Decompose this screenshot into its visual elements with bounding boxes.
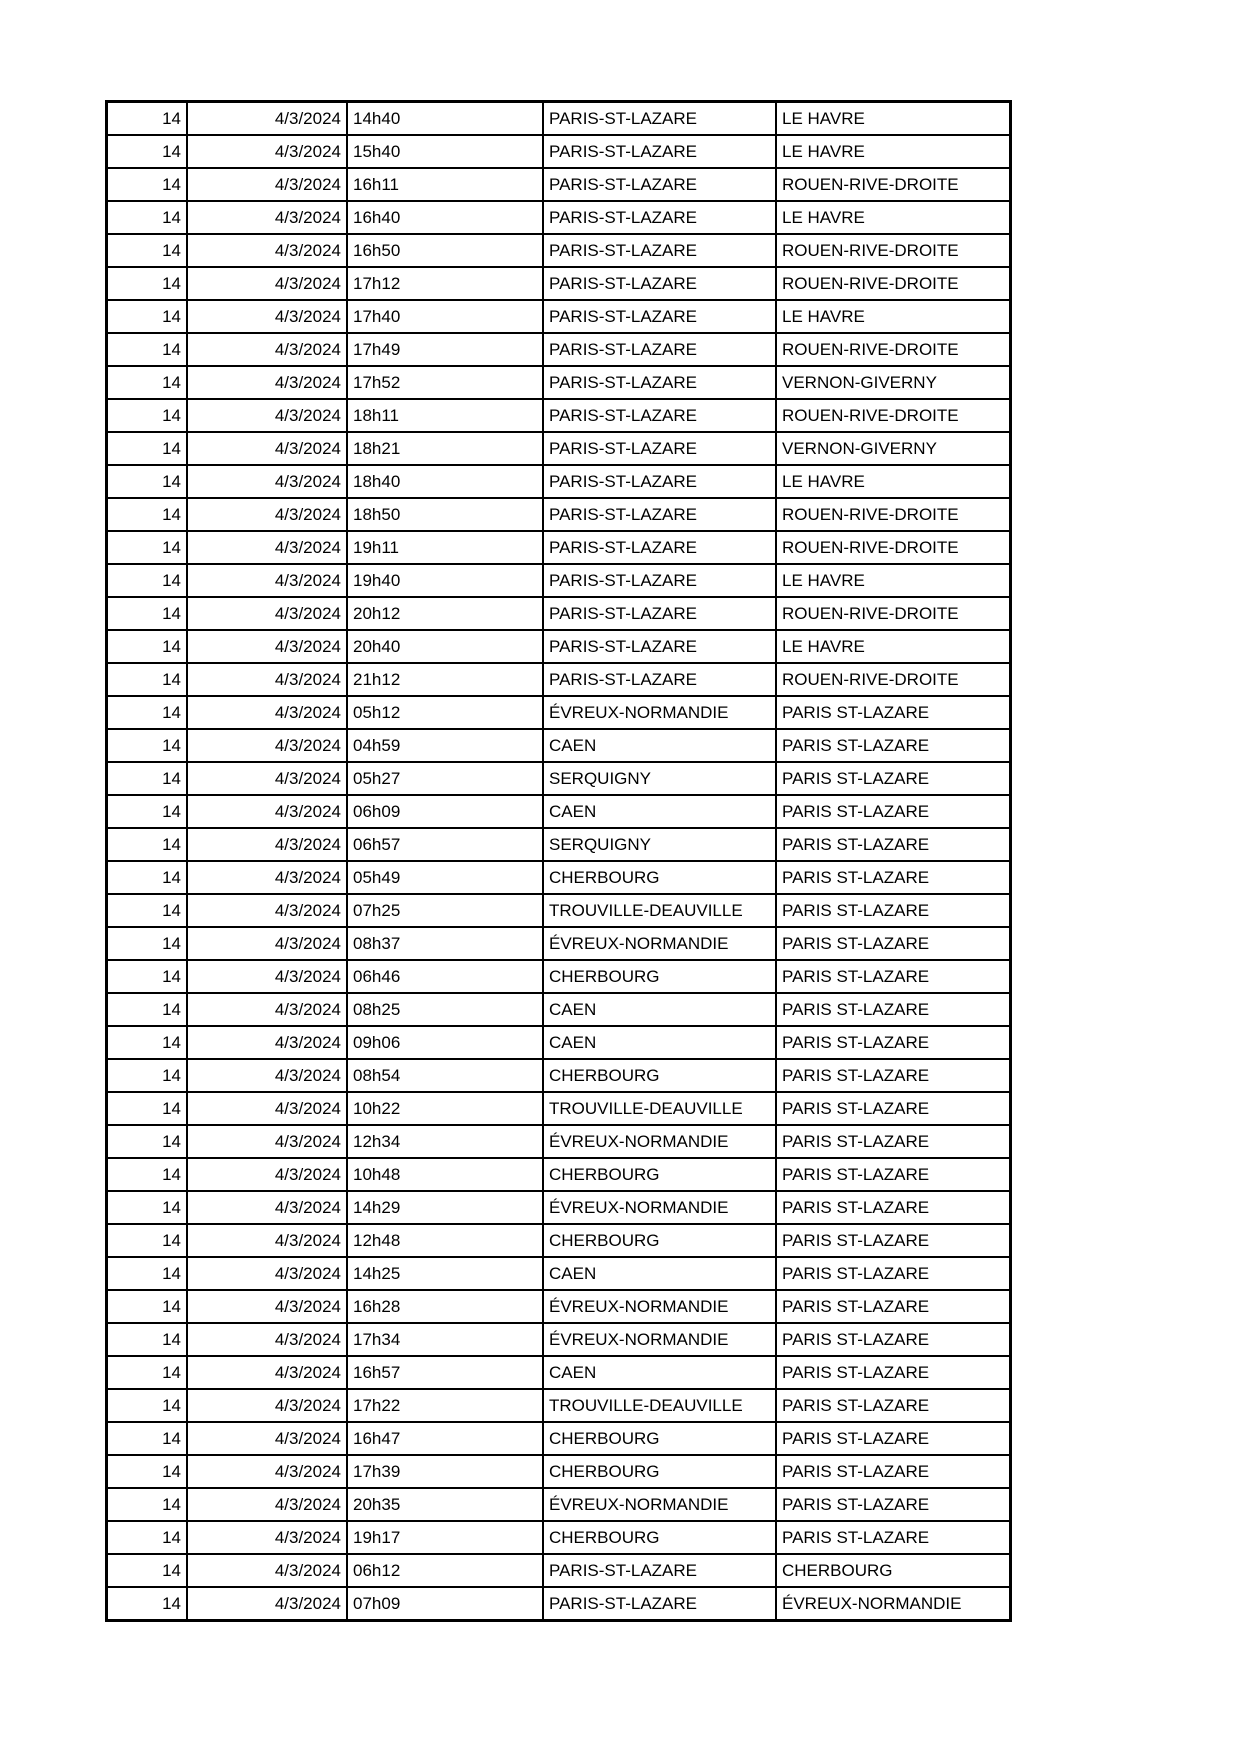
cell-line-number: 14 bbox=[107, 1092, 188, 1125]
cell-destination-station: PARIS ST-LAZARE bbox=[776, 894, 1011, 927]
cell-origin-station: PARIS-ST-LAZARE bbox=[543, 135, 776, 168]
table-row bbox=[107, 1059, 1011, 1092]
cell-date: 4/3/2024 bbox=[187, 1389, 347, 1422]
cell-date: 4/3/2024 bbox=[187, 1026, 347, 1059]
table-row bbox=[107, 729, 1011, 762]
cell-origin-station: PARIS-ST-LAZARE bbox=[543, 564, 776, 597]
cell-date: 4/3/2024 bbox=[187, 1092, 347, 1125]
cell-destination-station: PARIS ST-LAZARE bbox=[776, 762, 1011, 795]
cell-origin-station: PARIS-ST-LAZARE bbox=[543, 300, 776, 333]
cell-origin-station: PARIS-ST-LAZARE bbox=[543, 498, 776, 531]
cell-destination-station: ROUEN-RIVE-DROITE bbox=[776, 663, 1011, 696]
cell-origin-station: ÉVREUX-NORMANDIE bbox=[543, 927, 776, 960]
table-row bbox=[107, 1191, 1011, 1224]
cell-departure-time: 21h12 bbox=[347, 663, 543, 696]
cell-line-number: 14 bbox=[107, 894, 188, 927]
cell-date: 4/3/2024 bbox=[187, 564, 347, 597]
cell-line-number: 14 bbox=[107, 1356, 188, 1389]
cell-destination-station: PARIS ST-LAZARE bbox=[776, 1323, 1011, 1356]
cell-date: 4/3/2024 bbox=[187, 1224, 347, 1257]
table-row bbox=[107, 1026, 1011, 1059]
cell-departure-time: 17h34 bbox=[347, 1323, 543, 1356]
cell-date: 4/3/2024 bbox=[187, 201, 347, 234]
cell-line-number: 14 bbox=[107, 1323, 188, 1356]
cell-departure-time: 18h11 bbox=[347, 399, 543, 432]
cell-origin-station: PARIS-ST-LAZARE bbox=[543, 168, 776, 201]
train-schedule-table bbox=[105, 100, 1012, 1622]
cell-origin-station: CAEN bbox=[543, 729, 776, 762]
cell-departure-time: 16h50 bbox=[347, 234, 543, 267]
cell-destination-station: PARIS ST-LAZARE bbox=[776, 1059, 1011, 1092]
table-row bbox=[107, 1455, 1011, 1488]
cell-departure-time: 07h25 bbox=[347, 894, 543, 927]
table-row bbox=[107, 564, 1011, 597]
cell-origin-station: PARIS-ST-LAZARE bbox=[543, 201, 776, 234]
table-row bbox=[107, 993, 1011, 1026]
cell-departure-time: 18h40 bbox=[347, 465, 543, 498]
cell-departure-time: 12h34 bbox=[347, 1125, 543, 1158]
cell-date: 4/3/2024 bbox=[187, 465, 347, 498]
cell-origin-station: CAEN bbox=[543, 1257, 776, 1290]
cell-line-number: 14 bbox=[107, 498, 188, 531]
cell-destination-station: PARIS ST-LAZARE bbox=[776, 828, 1011, 861]
cell-date: 4/3/2024 bbox=[187, 1356, 347, 1389]
cell-origin-station: TROUVILLE-DEAUVILLE bbox=[543, 894, 776, 927]
cell-origin-station: CHERBOURG bbox=[543, 1521, 776, 1554]
cell-departure-time: 16h11 bbox=[347, 168, 543, 201]
cell-date: 4/3/2024 bbox=[187, 762, 347, 795]
cell-departure-time: 18h50 bbox=[347, 498, 543, 531]
table-row bbox=[107, 1554, 1011, 1587]
cell-date: 4/3/2024 bbox=[187, 1257, 347, 1290]
table-row bbox=[107, 531, 1011, 564]
cell-date: 4/3/2024 bbox=[187, 1422, 347, 1455]
cell-line-number: 14 bbox=[107, 300, 188, 333]
table-row bbox=[107, 696, 1011, 729]
cell-origin-station: CHERBOURG bbox=[543, 1158, 776, 1191]
cell-date: 4/3/2024 bbox=[187, 630, 347, 663]
cell-departure-time: 06h09 bbox=[347, 795, 543, 828]
cell-origin-station: CHERBOURG bbox=[543, 1455, 776, 1488]
table-row bbox=[107, 267, 1011, 300]
cell-line-number: 14 bbox=[107, 1257, 188, 1290]
cell-date: 4/3/2024 bbox=[187, 927, 347, 960]
cell-date: 4/3/2024 bbox=[187, 861, 347, 894]
cell-destination-station: PARIS ST-LAZARE bbox=[776, 1488, 1011, 1521]
sheet-area bbox=[105, 100, 1012, 1622]
table-row bbox=[107, 1323, 1011, 1356]
cell-origin-station: CAEN bbox=[543, 1356, 776, 1389]
cell-destination-station: PARIS ST-LAZARE bbox=[776, 960, 1011, 993]
cell-origin-station: ÉVREUX-NORMANDIE bbox=[543, 1323, 776, 1356]
cell-date: 4/3/2024 bbox=[187, 1455, 347, 1488]
cell-departure-time: 05h27 bbox=[347, 762, 543, 795]
cell-line-number: 14 bbox=[107, 465, 188, 498]
cell-date: 4/3/2024 bbox=[187, 333, 347, 366]
cell-date: 4/3/2024 bbox=[187, 894, 347, 927]
cell-line-number: 14 bbox=[107, 135, 188, 168]
cell-origin-station: PARIS-ST-LAZARE bbox=[543, 102, 776, 136]
table-row bbox=[107, 1092, 1011, 1125]
cell-date: 4/3/2024 bbox=[187, 1323, 347, 1356]
cell-line-number: 14 bbox=[107, 1455, 188, 1488]
cell-departure-time: 14h25 bbox=[347, 1257, 543, 1290]
train-table-body bbox=[107, 102, 1011, 1621]
cell-destination-station: PARIS ST-LAZARE bbox=[776, 1422, 1011, 1455]
cell-destination-station: VERNON-GIVERNY bbox=[776, 366, 1011, 399]
cell-destination-station: ROUEN-RIVE-DROITE bbox=[776, 498, 1011, 531]
table-row bbox=[107, 333, 1011, 366]
cell-departure-time: 16h40 bbox=[347, 201, 543, 234]
cell-line-number: 14 bbox=[107, 1026, 188, 1059]
cell-line-number: 14 bbox=[107, 828, 188, 861]
table-row bbox=[107, 300, 1011, 333]
cell-destination-station: PARIS ST-LAZARE bbox=[776, 927, 1011, 960]
cell-date: 4/3/2024 bbox=[187, 993, 347, 1026]
table-row bbox=[107, 630, 1011, 663]
cell-date: 4/3/2024 bbox=[187, 432, 347, 465]
cell-destination-station: VERNON-GIVERNY bbox=[776, 432, 1011, 465]
cell-departure-time: 16h57 bbox=[347, 1356, 543, 1389]
table-row bbox=[107, 762, 1011, 795]
cell-line-number: 14 bbox=[107, 696, 188, 729]
cell-date: 4/3/2024 bbox=[187, 1125, 347, 1158]
cell-departure-time: 17h49 bbox=[347, 333, 543, 366]
cell-destination-station: LE HAVRE bbox=[776, 102, 1011, 136]
cell-destination-station: ROUEN-RIVE-DROITE bbox=[776, 168, 1011, 201]
table-row bbox=[107, 234, 1011, 267]
cell-line-number: 14 bbox=[107, 960, 188, 993]
cell-line-number: 14 bbox=[107, 1158, 188, 1191]
cell-departure-time: 05h12 bbox=[347, 696, 543, 729]
table-row bbox=[107, 1587, 1011, 1621]
cell-line-number: 14 bbox=[107, 102, 188, 136]
cell-line-number: 14 bbox=[107, 1488, 188, 1521]
cell-destination-station: PARIS ST-LAZARE bbox=[776, 1389, 1011, 1422]
cell-destination-station: PARIS ST-LAZARE bbox=[776, 795, 1011, 828]
cell-origin-station: TROUVILLE-DEAUVILLE bbox=[543, 1389, 776, 1422]
cell-origin-station: PARIS-ST-LAZARE bbox=[543, 465, 776, 498]
cell-line-number: 14 bbox=[107, 1389, 188, 1422]
cell-destination-station: PARIS ST-LAZARE bbox=[776, 1125, 1011, 1158]
cell-origin-station: SERQUIGNY bbox=[543, 762, 776, 795]
cell-destination-station: PARIS ST-LAZARE bbox=[776, 729, 1011, 762]
table-row bbox=[107, 1224, 1011, 1257]
cell-date: 4/3/2024 bbox=[187, 300, 347, 333]
cell-origin-station: ÉVREUX-NORMANDIE bbox=[543, 1290, 776, 1323]
cell-destination-station: LE HAVRE bbox=[776, 201, 1011, 234]
cell-date: 4/3/2024 bbox=[187, 828, 347, 861]
cell-departure-time: 10h48 bbox=[347, 1158, 543, 1191]
cell-date: 4/3/2024 bbox=[187, 1554, 347, 1587]
cell-departure-time: 19h11 bbox=[347, 531, 543, 564]
cell-departure-time: 08h37 bbox=[347, 927, 543, 960]
cell-origin-station: CHERBOURG bbox=[543, 1422, 776, 1455]
cell-departure-time: 14h40 bbox=[347, 102, 543, 136]
cell-destination-station: PARIS ST-LAZARE bbox=[776, 1521, 1011, 1554]
cell-destination-station: LE HAVRE bbox=[776, 564, 1011, 597]
table-row bbox=[107, 366, 1011, 399]
table-row bbox=[107, 1356, 1011, 1389]
cell-line-number: 14 bbox=[107, 1422, 188, 1455]
cell-departure-time: 15h40 bbox=[347, 135, 543, 168]
cell-destination-station: LE HAVRE bbox=[776, 630, 1011, 663]
cell-line-number: 14 bbox=[107, 333, 188, 366]
cell-date: 4/3/2024 bbox=[187, 696, 347, 729]
table-row bbox=[107, 135, 1011, 168]
cell-origin-station: ÉVREUX-NORMANDIE bbox=[543, 1125, 776, 1158]
table-row bbox=[107, 597, 1011, 630]
cell-destination-station: PARIS ST-LAZARE bbox=[776, 696, 1011, 729]
cell-line-number: 14 bbox=[107, 729, 188, 762]
cell-origin-station: CAEN bbox=[543, 795, 776, 828]
cell-departure-time: 14h29 bbox=[347, 1191, 543, 1224]
cell-line-number: 14 bbox=[107, 1224, 188, 1257]
cell-line-number: 14 bbox=[107, 861, 188, 894]
cell-destination-station: PARIS ST-LAZARE bbox=[776, 1356, 1011, 1389]
cell-line-number: 14 bbox=[107, 1125, 188, 1158]
cell-departure-time: 06h57 bbox=[347, 828, 543, 861]
cell-departure-time: 06h12 bbox=[347, 1554, 543, 1587]
cell-origin-station: PARIS-ST-LAZARE bbox=[543, 399, 776, 432]
cell-origin-station: ÉVREUX-NORMANDIE bbox=[543, 696, 776, 729]
cell-line-number: 14 bbox=[107, 267, 188, 300]
cell-departure-time: 20h12 bbox=[347, 597, 543, 630]
cell-line-number: 14 bbox=[107, 432, 188, 465]
cell-departure-time: 12h48 bbox=[347, 1224, 543, 1257]
cell-line-number: 14 bbox=[107, 201, 188, 234]
cell-origin-station: PARIS-ST-LAZARE bbox=[543, 234, 776, 267]
cell-destination-station: PARIS ST-LAZARE bbox=[776, 861, 1011, 894]
cell-destination-station: LE HAVRE bbox=[776, 465, 1011, 498]
cell-date: 4/3/2024 bbox=[187, 531, 347, 564]
cell-departure-time: 17h52 bbox=[347, 366, 543, 399]
cell-departure-time: 17h40 bbox=[347, 300, 543, 333]
cell-origin-station: PARIS-ST-LAZARE bbox=[543, 531, 776, 564]
cell-destination-station: PARIS ST-LAZARE bbox=[776, 1026, 1011, 1059]
cell-origin-station: PARIS-ST-LAZARE bbox=[543, 1587, 776, 1621]
cell-origin-station: PARIS-ST-LAZARE bbox=[543, 333, 776, 366]
cell-date: 4/3/2024 bbox=[187, 663, 347, 696]
cell-line-number: 14 bbox=[107, 762, 188, 795]
cell-destination-station: ROUEN-RIVE-DROITE bbox=[776, 267, 1011, 300]
cell-origin-station: PARIS-ST-LAZARE bbox=[543, 366, 776, 399]
table-row bbox=[107, 1521, 1011, 1554]
cell-departure-time: 17h39 bbox=[347, 1455, 543, 1488]
cell-date: 4/3/2024 bbox=[187, 1488, 347, 1521]
cell-origin-station: ÉVREUX-NORMANDIE bbox=[543, 1488, 776, 1521]
table-row bbox=[107, 927, 1011, 960]
cell-line-number: 14 bbox=[107, 663, 188, 696]
cell-origin-station: CHERBOURG bbox=[543, 1224, 776, 1257]
cell-line-number: 14 bbox=[107, 366, 188, 399]
table-row bbox=[107, 1422, 1011, 1455]
cell-departure-time: 07h09 bbox=[347, 1587, 543, 1621]
cell-line-number: 14 bbox=[107, 1290, 188, 1323]
cell-date: 4/3/2024 bbox=[187, 366, 347, 399]
cell-date: 4/3/2024 bbox=[187, 597, 347, 630]
table-row bbox=[107, 1257, 1011, 1290]
table-row bbox=[107, 498, 1011, 531]
cell-date: 4/3/2024 bbox=[187, 498, 347, 531]
cell-date: 4/3/2024 bbox=[187, 102, 347, 136]
cell-origin-station: PARIS-ST-LAZARE bbox=[543, 267, 776, 300]
cell-destination-station: CHERBOURG bbox=[776, 1554, 1011, 1587]
cell-destination-station: PARIS ST-LAZARE bbox=[776, 1257, 1011, 1290]
table-row bbox=[107, 102, 1011, 136]
cell-date: 4/3/2024 bbox=[187, 168, 347, 201]
cell-origin-station: PARIS-ST-LAZARE bbox=[543, 432, 776, 465]
cell-departure-time: 18h21 bbox=[347, 432, 543, 465]
table-row bbox=[107, 1290, 1011, 1323]
cell-line-number: 14 bbox=[107, 597, 188, 630]
cell-line-number: 14 bbox=[107, 168, 188, 201]
cell-date: 4/3/2024 bbox=[187, 1059, 347, 1092]
cell-destination-station: ROUEN-RIVE-DROITE bbox=[776, 333, 1011, 366]
cell-line-number: 14 bbox=[107, 1554, 188, 1587]
table-row bbox=[107, 894, 1011, 927]
cell-line-number: 14 bbox=[107, 795, 188, 828]
cell-date: 4/3/2024 bbox=[187, 1191, 347, 1224]
cell-line-number: 14 bbox=[107, 993, 188, 1026]
cell-destination-station: ROUEN-RIVE-DROITE bbox=[776, 531, 1011, 564]
cell-departure-time: 17h12 bbox=[347, 267, 543, 300]
cell-destination-station: PARIS ST-LAZARE bbox=[776, 1191, 1011, 1224]
cell-departure-time: 06h46 bbox=[347, 960, 543, 993]
cell-line-number: 14 bbox=[107, 1059, 188, 1092]
cell-date: 4/3/2024 bbox=[187, 729, 347, 762]
cell-departure-time: 08h25 bbox=[347, 993, 543, 1026]
cell-destination-station: PARIS ST-LAZARE bbox=[776, 993, 1011, 1026]
cell-origin-station: TROUVILLE-DEAUVILLE bbox=[543, 1092, 776, 1125]
cell-departure-time: 04h59 bbox=[347, 729, 543, 762]
cell-line-number: 14 bbox=[107, 1587, 188, 1621]
cell-origin-station: CHERBOURG bbox=[543, 861, 776, 894]
cell-date: 4/3/2024 bbox=[187, 960, 347, 993]
cell-departure-time: 20h35 bbox=[347, 1488, 543, 1521]
cell-line-number: 14 bbox=[107, 564, 188, 597]
cell-date: 4/3/2024 bbox=[187, 1587, 347, 1621]
cell-line-number: 14 bbox=[107, 1191, 188, 1224]
table-row bbox=[107, 861, 1011, 894]
cell-date: 4/3/2024 bbox=[187, 135, 347, 168]
cell-departure-time: 19h40 bbox=[347, 564, 543, 597]
table-row bbox=[107, 1488, 1011, 1521]
cell-date: 4/3/2024 bbox=[187, 267, 347, 300]
cell-origin-station: PARIS-ST-LAZARE bbox=[543, 597, 776, 630]
cell-destination-station: PARIS ST-LAZARE bbox=[776, 1290, 1011, 1323]
cell-destination-station: PARIS ST-LAZARE bbox=[776, 1224, 1011, 1257]
cell-date: 4/3/2024 bbox=[187, 795, 347, 828]
cell-departure-time: 08h54 bbox=[347, 1059, 543, 1092]
cell-line-number: 14 bbox=[107, 399, 188, 432]
table-row bbox=[107, 1125, 1011, 1158]
table-row bbox=[107, 1158, 1011, 1191]
cell-line-number: 14 bbox=[107, 630, 188, 663]
cell-departure-time: 19h17 bbox=[347, 1521, 543, 1554]
cell-destination-station: PARIS ST-LAZARE bbox=[776, 1455, 1011, 1488]
cell-line-number: 14 bbox=[107, 1521, 188, 1554]
cell-destination-station: ÉVREUX-NORMANDIE bbox=[776, 1587, 1011, 1621]
cell-origin-station: CHERBOURG bbox=[543, 960, 776, 993]
cell-date: 4/3/2024 bbox=[187, 399, 347, 432]
table-row bbox=[107, 201, 1011, 234]
cell-departure-time: 05h49 bbox=[347, 861, 543, 894]
table-row bbox=[107, 399, 1011, 432]
table-row bbox=[107, 1389, 1011, 1422]
table-row bbox=[107, 432, 1011, 465]
cell-departure-time: 17h22 bbox=[347, 1389, 543, 1422]
table-row bbox=[107, 465, 1011, 498]
cell-destination-station: ROUEN-RIVE-DROITE bbox=[776, 234, 1011, 267]
cell-departure-time: 16h28 bbox=[347, 1290, 543, 1323]
cell-line-number: 14 bbox=[107, 234, 188, 267]
cell-departure-time: 10h22 bbox=[347, 1092, 543, 1125]
cell-date: 4/3/2024 bbox=[187, 1158, 347, 1191]
cell-destination-station: ROUEN-RIVE-DROITE bbox=[776, 597, 1011, 630]
cell-departure-time: 09h06 bbox=[347, 1026, 543, 1059]
cell-departure-time: 20h40 bbox=[347, 630, 543, 663]
table-row bbox=[107, 168, 1011, 201]
cell-line-number: 14 bbox=[107, 927, 188, 960]
cell-origin-station: PARIS-ST-LAZARE bbox=[543, 630, 776, 663]
cell-departure-time: 16h47 bbox=[347, 1422, 543, 1455]
table-row bbox=[107, 795, 1011, 828]
cell-origin-station: ÉVREUX-NORMANDIE bbox=[543, 1191, 776, 1224]
table-row bbox=[107, 960, 1011, 993]
cell-date: 4/3/2024 bbox=[187, 1521, 347, 1554]
cell-destination-station: PARIS ST-LAZARE bbox=[776, 1092, 1011, 1125]
table-row bbox=[107, 663, 1011, 696]
cell-origin-station: PARIS-ST-LAZARE bbox=[543, 1554, 776, 1587]
cell-destination-station: PARIS ST-LAZARE bbox=[776, 1158, 1011, 1191]
cell-date: 4/3/2024 bbox=[187, 1290, 347, 1323]
cell-origin-station: PARIS-ST-LAZARE bbox=[543, 663, 776, 696]
cell-origin-station: CAEN bbox=[543, 1026, 776, 1059]
cell-line-number: 14 bbox=[107, 531, 188, 564]
cell-date: 4/3/2024 bbox=[187, 234, 347, 267]
cell-destination-station: LE HAVRE bbox=[776, 135, 1011, 168]
cell-destination-station: ROUEN-RIVE-DROITE bbox=[776, 399, 1011, 432]
cell-origin-station: SERQUIGNY bbox=[543, 828, 776, 861]
cell-origin-station: CAEN bbox=[543, 993, 776, 1026]
cell-origin-station: CHERBOURG bbox=[543, 1059, 776, 1092]
table-row bbox=[107, 828, 1011, 861]
cell-destination-station: LE HAVRE bbox=[776, 300, 1011, 333]
